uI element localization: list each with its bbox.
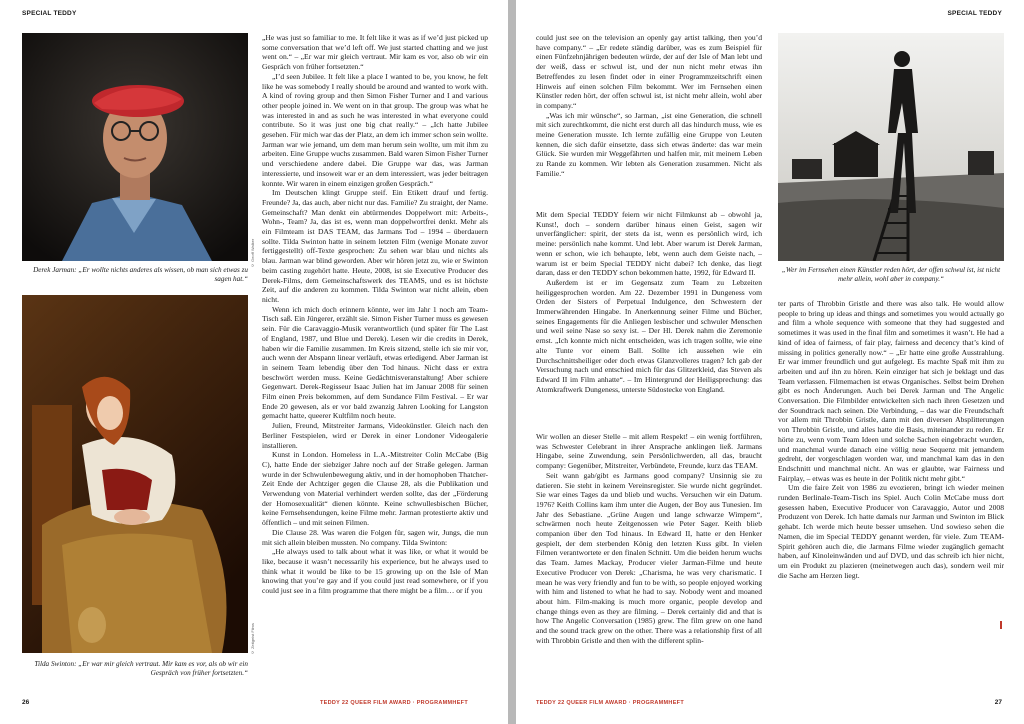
- paragraph: Wenn ich mich doch erinnern könnte, wer im Jahr 1 noch am Team-Tisch saß. Ein Jüngerer, erzählt sie. Simon Fisher Turner muss es gewesen sein. Für die Caravaggio-Musik verantwortlich (und später für The Last of England, 1987, und Blue und Derek). Lesen wir die credits in Derek, haben wir die Familie zusammen. Im Kreis sitzend, stelle ich sie mir vor, auch wenn der Abspann linear verläuft, etwas erledigend. Aber Jarman ist in seinem Team lebendig über den Tod hinaus. Nicht dass er extra beschwört werden muss. Keine Gedächtnisveranstaltung! Aber schiere Gegenwart. Derek-Regisseur Isaac Julien hat im Januar 2008 für seinen Film einen Preis bekommen, auf dem Sundance Film Festival. – Er war Ende 20 gewesen, als er vor bald zwanzig Jahren Looking for Langston gemacht hatte, queerer Kultfilm noch heute.: [262, 304, 488, 421]
- right-page: [516, 0, 1024, 724]
- paragraph: could just see on the television an openly gay artist talking, then you’d have company.“ – „Er redete ständig darüber, was es zum Beispiel für einen Fünfzehnjährigen bedeuten würde, der auf der Isle of Man lebt und der weiß, dass er schwul ist, und der nun nicht mehr etwas ihn Betreffendes zu lesen findet oder in einer Programmzeitschrift einen Hinweis auf einen solchen Film bekommt. Wer im Fernsehen einen Künstler reden hört, der offen schwul ist, ist nicht mehr allein, wohl aber in company.“: [536, 33, 762, 110]
- paragraph: „Was ich mir wünsche“, so Jarman, „ist eine Generation, die schnell mit sich zurechtkommt, die nicht erst durch all das hindurch muss, wie es meine Generation musste. Ich lernte zufällig eine Gruppe von Leuten kennen, die sich dafür einsetzte, dass sich etwas änderte: das war mein Glück. Sie wurden mir Weggefährten und halfen mir, mit meinem Leben zu Rande zu kommen. Wir lebten als Generation zusammen. Nicht als Familie.“: [536, 110, 762, 178]
- paragraph: Wir wollen an dieser Stelle – mit allem Respekt! – ein wenig fortführen, was Schwester Celebrant in ihrer Ansprache anklingen ließ. Jarmans Hingabe, seine Zuwendung, sein Persönlichwerden, all das, braucht company: Gegenüber, Mitstreiter, Verbündete, Freunde, kurz das TEAM.: [536, 432, 762, 471]
- running-head-left: SPECIAL TEDDY: [22, 10, 77, 17]
- paragraph: „He was just so familiar to me. It felt like it was as if we’d just picked up some conversation that we’d left off. We just started chatting and we just went on.“ – „Er war mir gleich vertraut. Mir kam es vor, also ob wir ein Gespräch von früher fortsetzten.“: [262, 33, 488, 72]
- running-head-right: SPECIAL TEDDY: [947, 10, 1002, 17]
- spread-gutter: [508, 0, 516, 724]
- footer-left: TEDDY 22 QUEER FILM AWARD · PROGRAMMHEFT: [320, 700, 468, 706]
- landscape-caption: „Wer im Fernsehen einen Künstler reden hört, der offen schwul ist, ist nicht mehr allein, wohl aber in company.“: [781, 266, 1001, 283]
- tilda-swinton-painting-image: [22, 295, 248, 653]
- page-number-right: 27: [994, 699, 1002, 706]
- middle-text-column-top: [536, 33, 762, 201]
- paragraph: Kunst in London. Homeless in L.A.-Mitstreiter Colin McCabe (Big C), hatte Ende der siebziger Jahre noch auf der Straße gelegen. Jarman wurde in der Schwulenbewegung aktiv, und in der homophoben Thatcher-Zeit Ende der Achtziger gegen die Clause 28, als die Publikation und Verwendung von Material verhindert werden sollte, das der „Förderung der Homosexualität“ dienen könnte. Keine schwullesbischen Bücher, keine Fernsehsendungen, keine Filme mehr. Jarman protestierte aktiv und öffentlich – und mit seinen Filmen.: [262, 450, 488, 528]
- middle-text-column-bottom: [536, 432, 762, 685]
- tilda-swinton-photo: [22, 295, 248, 653]
- swinton-caption: Tilda Swinton: „Er war mir gleich vertraut. Mir kam es vor, als ob wir ein Gespräch von früher fortsetzten.“: [34, 660, 248, 677]
- jarman-caption: Derek Jarman: „Er wollte nichts anderes als wissen, ob man sich etwas zu sagen hat.“: [33, 266, 248, 283]
- paragraph: ter parts of Throbbin Gristle and there was also talk. He would allow people to bring up ideas and things and sometimes you would actually go and film a whole sequence with someone that they had suggested and sometimes it was used in the final film and sometimes it wasn’t. He had a kind of idea of fairness, of fair play, fairness and decency that’s kind of missing in politics generally now.“ – „Er hatte eine große Ausstrahlung. Er war immer freundlich und gut aufgelegt. Es machte Spaß mit ihm zu arbeiten und auf ihn zu hören. Kein einziger hat sich je beklagt und das Team verlassen. Filmemachen ist etwas Organisches. Selbst beim Drehen gibt es noch Änderungen. Auch bei Derek Jarman und The Angelic Conversation. Die Filmbilder entwickelten sich nach ihren Gesetzen und der Soundtrack nach seinen. Die Verbindung, – das war die Freundschaft vor allem mit Throbbin Gristle, dann mit den diversen Absplitterungen von Throbbin Gristle, und alles hatte die Basis, miteinander zu reden. Er hörte zu, wenn vom Team Ideen und solche Sachen eingebracht wurden, und manchmal wurde danach eine völlig neue Sequenz mit jemandem gedreht, der vorgeschlagen worden war, und manchmal kam das in den Endschnitt und manchmal nicht. An was er glaubte, war Fairness und Fairplay, – etwas was es heute in der Politik nicht mehr gibt.“: [778, 299, 1004, 483]
- paragraph: Seit wann gab/gibt es Jarmans good company? Unsinnig sie zu datieren. Sie steht in keinem Vereinsregister. Sie wurde nicht gegründet. Sie war eines Tages da und blieb und wuchs. Versuchen wir ein Datum. 1976? Keith Collins kam ihm unter die Augen, der Boy aus Tunesien. Im Jahr des Sebastiane. „Grüne Augen und lange schwarze Wimpern“, schwärmen noch heute Zeitgenossen wie Peter Sager. Keith blieb companion über den Tod hinaus. In Edward II, hatte er den Henker gespielt, der dem sterbenden König den letzten Kuss gibt. In vielen Filmen verantwortete er den finalen Schnitt. Um die beiden herum wuchs das Team. James Mackay, Producer vieler Jarman-Filme und heute Executive Producer von Derek: „Charisma, he was very charismatic. I mean he was very friendly and fun to be with, so people enjoyed working with him and listened to what he had to say. Nobody went and moaned about him. Film-making is much more organic, people develop and change things even as they are filming. – Derek certainly did and that is how The Angelic Conversation (1985) grew. The film grew on one hand and the sound track grew on the other. There was a relationship first of all with Throbbin Gristle and then with the different splin-: [536, 470, 762, 645]
- jarman-landscape-photo: [778, 33, 1004, 261]
- derek-jarman-portrait-image: [22, 33, 248, 261]
- paragraph: Außerdem ist er im Gegensatz zum Team zu Lebzeiten heiliggesprochen worden. Am 22. Dezember 1991 in Dungeness vom Orden der Sisters of Perpetual Indulgence, den Schwestern der Immerwährenden Hingabe. In Anerkennung seiner Filme und Bücher, seines Engagements für die Anliegen lesbischer und schwuler Menschen und weil seine Nase so sexy ist. – Der Hl. Derek nahm die Zeremonie ernst. „Ich konnte mich nicht entscheiden, was ich tragen sollte, wie eine alte Tunte vor einem Ball. Sollte ich aussehen wie ein Durchschnittsheiliger oder doch etwas Glanzvolleres tragen? Ich gab der Versuchung nach und entschied mich für das Glitzerkleid, das Steven als Edward II im Film anhatte“. – Im Hintergrund der Heiligsprechung: das Atomkraftwerk Dungeness, unterste Südostecke von England.: [536, 277, 762, 394]
- footer-right: TEDDY 22 QUEER FILM AWARD · PROGRAMMHEFT: [536, 700, 684, 706]
- left-text-column: [262, 33, 488, 685]
- swinton-photo-credit: © Zeitgeist Films: [250, 623, 255, 655]
- paragraph: Die Clause 28. Was waren die Folgen für, sagen wir, Jungs, die nun mit sich allein bleiben mussten. No company. Tilda Swinton:: [262, 527, 488, 547]
- right-text-column: [778, 299, 1004, 629]
- paragraph: Um die faire Zeit von 1986 zu evozieren, bringt ich wieder meinen runden Berlinale-Team-Tisch ins Spiel. Auch Colin McCabe muss dort gesessen haben, Executive Producer von Caravaggio, Autor und 2008 Produzent von Derek. Ich hatte damals nur Jarman und Swinton im Blick gehabt. Ich werde mich heute besser umsehen. Und sowieso sehen die Namen, die im Special TEDDY genannt werden, für viele. Zum TEAM-Spirit gehören auch die, die Jarmans Filme wieder zugänglich gemacht haben, auf Kinoleinwänden und auf DVD, und das schreib ich hier nicht, um ein Produkt zu plazieren (meinetwegen auch das), sondern weil mir die Sache am Herzen liegt.: [778, 483, 1004, 580]
- paragraph: Im Deutschen klingt Gruppe steif. Ein Etikett drauf und fertig. Freunde? Ja, das auch, aber nicht nur das. Familie? Zu straight, der Name. Gemeinschaft? Man denkt ein abtürmendes Doppelwort mit: Arbeits-, Wohn-, Team? Ja, das ist es, wenn man doppelwortfrei denkt. Mehr als ein Filmteam ist DAS TEAM, das Jarmans Tod – 1994 – überdauern sollte. Tilda Swinton hatte in seinem letzten Film (wenige Monate zuvor fertiggestellt) off-Texte gesprochen: Zu sehen war blau und nichts als blau. Jarman war blind geworden. Aber wir hören jetzt zu, wie er Swinton beim casting zugehört hatte. Heute, 2008, ist sie Executive Producer des Derek-Films, dem Gemeinschaftswerk des TEAMS, und es ist höchste Zeit, auf die anderen zu kommen. Tilda Swinton war nicht allein, eben nicht.: [262, 188, 488, 304]
- derek-jarman-photo: [22, 33, 248, 261]
- article-end-mark: [1000, 621, 1002, 629]
- middle-text-column-mid: [536, 210, 762, 420]
- left-page: [0, 0, 508, 724]
- paragraph: Mit dem Special TEDDY feiern wir nicht Filmkunst ab – obwohl ja, Kunst!, doch – sondern darüber hinaus einen Geist, sagen wir unverfänglicher: spirit, der stets da ist, wenn es persönlich wird, ich meine: persönlich nahe kommt. Und lebt. Aber warum ist Derek Jarman, wenn er schon, wie ich behaupte, lebt, wenn auch dem Geiste nach, – warum ist er beim Special TEDDY nicht dabei? Ich denke, das liegt daran, dass er den TEDDY schon bekommen hatte, 1992, für Edward II.: [536, 210, 762, 278]
- paragraph: „He always used to talk about what it was like, or what it would be like, because it wasn’t necessarily his experience, but he always used to think what it would be like to be 15 growing up on the Isle of Man knowing that you’re gay and if you could just read somewhere, or if you could just see in a film programme that there might be a film… or if you: [262, 547, 488, 596]
- dungeness-landscape-image: [778, 33, 1004, 261]
- page-number-left: 26: [22, 699, 30, 706]
- paragraph: Julien, Freund, Mitstreiter Jarmans, Videokünstler. Gleich nach den Berliner Festspielen, wird er Derek in einer Londoner Videogalerie installieren.: [262, 421, 488, 450]
- paragraph: „I’d seen Jubilee. It felt like a place I wanted to be, you know, he felt like he was somebody I really should be around and wanted to work with. A kind of roving group and then Simon Fisher Turner and I and various other people joined in. We went on in that group. The group was what he was interested in and as such he was interested in what everyone could contribute. So it was just one big chat really.“ – „Ich hatte Jubilee gesehen. Für mich war das der Platz, an dem ich immer schon sein wollte. Jarman war wie jemand, um dem man herum sein wollte, um mit ihm zu arbeiten. Eine Gruppe wuchs zusammen. Bald waren Simon Fisher Turner und verschiedene andere dabei. Die Gruppe war das, was Jarman interessierte, und insoweit war er an dem interessiert, was jeder beitragen konnte. Wir waren in einem einzigen großen Gespräch.“: [262, 71, 488, 188]
- jarman-photo-credit: © Geoff Walker: [250, 238, 255, 268]
